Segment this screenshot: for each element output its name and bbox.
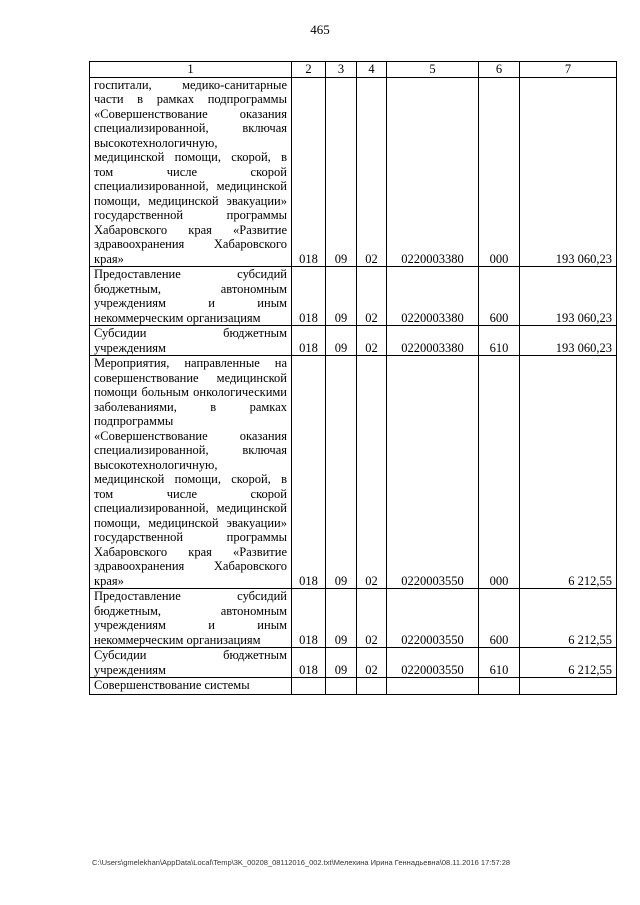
subsection-code-cell: 02 <box>357 267 387 326</box>
item-name-cell: Субсидии бюджетным учреждениям <box>90 648 292 678</box>
subsection-code-cell: 02 <box>357 326 387 356</box>
amount-cell: 6 212,55 <box>520 356 617 589</box>
section-code-cell: 09 <box>326 589 357 648</box>
target-article-cell: 0220003380 <box>387 326 479 356</box>
section-code-cell: 09 <box>326 648 357 678</box>
subsection-code-cell: 02 <box>357 648 387 678</box>
ministry-code-cell: 018 <box>292 326 326 356</box>
table-row <box>90 648 617 678</box>
subsection-code-cell: 02 <box>357 77 387 267</box>
expense-type-cell: 610 <box>479 326 520 356</box>
budget-table <box>89 61 617 695</box>
amount-cell: 6 212,55 <box>520 648 617 678</box>
header-cell: 7 <box>520 62 617 78</box>
amount-cell: 193 060,23 <box>520 77 617 267</box>
expense-type-cell: 000 <box>479 77 520 267</box>
header-cell: 6 <box>479 62 520 78</box>
item-name-cell: госпитали, медико-санитарные части в рамках подпрограммы «Совершенствование оказания специализированной, включая высокотехнологичную, медицинской помощи, скорой, в том числе скорой специализированной, медицинской помощи, медицинской эвакуации» государственной программы Хабаровского края «Развитие здравоохранения Хабаровского края» <box>90 77 292 267</box>
header-cell: 1 <box>90 62 292 78</box>
header-cell: 4 <box>357 62 387 78</box>
header-cell: 5 <box>387 62 479 78</box>
item-name-cell: Предоставление субсидий бюджетным, автономным учреждениям и иным некоммерческим организациям <box>90 267 292 326</box>
ministry-code-cell: 018 <box>292 77 326 267</box>
ministry-code-cell: 018 <box>292 356 326 589</box>
expense-type-cell: 000 <box>479 356 520 589</box>
target-article-cell: 0220003550 <box>387 648 479 678</box>
target-article-cell: 0220003380 <box>387 77 479 267</box>
header-cell: 2 <box>292 62 326 78</box>
table-row <box>90 356 617 589</box>
ministry-code-cell: 018 <box>292 648 326 678</box>
subsection-code-cell: 02 <box>357 589 387 648</box>
expense-type-cell <box>479 678 520 695</box>
subsection-code-cell: 02 <box>357 356 387 589</box>
amount-cell: 6 212,55 <box>520 589 617 648</box>
section-code-cell: 09 <box>326 267 357 326</box>
table-row <box>90 326 617 356</box>
ministry-code-cell: 018 <box>292 267 326 326</box>
amount-cell <box>520 678 617 695</box>
target-article-cell: 0220003380 <box>387 267 479 326</box>
table-row <box>90 267 617 326</box>
table-row <box>90 589 617 648</box>
ministry-code-cell <box>292 678 326 695</box>
expense-type-cell: 600 <box>479 267 520 326</box>
section-code-cell: 09 <box>326 356 357 589</box>
ministry-code-cell: 018 <box>292 589 326 648</box>
file-path-footer: C:\Users\gmelekhan\AppData\Local\Temp\3K_00208_08112016_002.txt\Мелехина Ирина Геннадьевна\08.11.2016 17:57:28 <box>92 858 511 867</box>
table-row <box>90 77 617 267</box>
target-article-cell <box>387 678 479 695</box>
section-code-cell: 09 <box>326 326 357 356</box>
item-name-cell: Мероприятия, направленные на совершенствование медицинской помощи больным онкологическими заболеваниями, в рамках подпрограммы «Совершенствование оказания специализированной, включая высокотехнологичную, медицинской помощи, скорой, в том числе скорой специализированной, медицинской помощи, медицинской эвакуации» государственной программы Хабаровского края «Развитие здравоохранения Хабаровского края» <box>90 356 292 589</box>
table-row <box>90 678 617 695</box>
amount-cell: 193 060,23 <box>520 267 617 326</box>
subsection-code-cell <box>357 678 387 695</box>
table-header-row <box>90 62 617 78</box>
target-article-cell: 0220003550 <box>387 589 479 648</box>
item-name-cell: Предоставление субсидий бюджетным, автономным учреждениям и иным некоммерческим организациям <box>90 589 292 648</box>
item-name-cell: Субсидии бюджетным учреждениям <box>90 326 292 356</box>
section-code-cell <box>326 678 357 695</box>
target-article-cell: 0220003550 <box>387 356 479 589</box>
expense-type-cell: 610 <box>479 648 520 678</box>
item-name-cell: Совершенствование системы <box>90 678 292 695</box>
amount-cell: 193 060,23 <box>520 326 617 356</box>
page-number: 465 <box>310 22 330 37</box>
header-cell: 3 <box>326 62 357 78</box>
expense-type-cell: 600 <box>479 589 520 648</box>
section-code-cell: 09 <box>326 77 357 267</box>
